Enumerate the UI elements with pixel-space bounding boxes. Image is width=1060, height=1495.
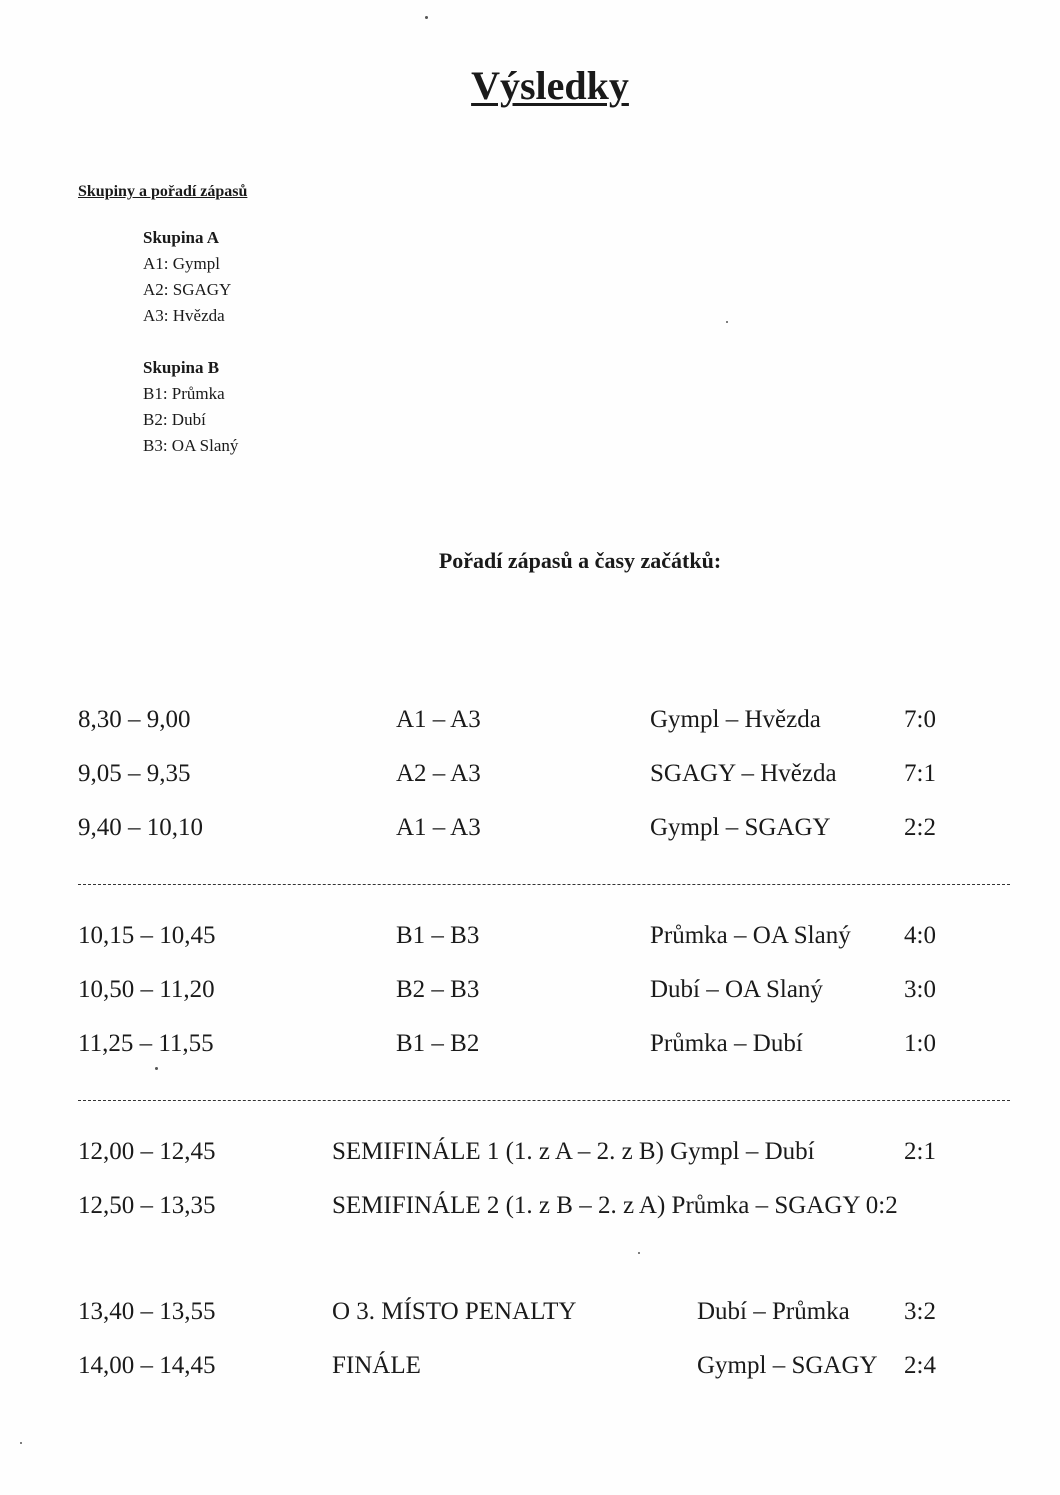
match-code: A1 – A3 bbox=[396, 706, 481, 733]
match-time: 10,50 – 11,20 bbox=[78, 976, 215, 1003]
match-row bbox=[0, 760, 1060, 800]
match-time: 11,25 – 11,55 bbox=[78, 1030, 214, 1057]
match-row bbox=[0, 1030, 1060, 1070]
match-teams: Dubí – OA Slaný bbox=[650, 976, 823, 1003]
semifinal-label: SEMIFINÁLE 2 (1. z B – 2. z A) Průmka – SGAGY 0:2 bbox=[332, 1192, 898, 1219]
match-row bbox=[0, 706, 1060, 746]
match-code: A2 – A3 bbox=[396, 760, 481, 787]
match-score: 2:1 bbox=[904, 1138, 936, 1165]
group-a bbox=[143, 225, 231, 329]
page-title: Výsledky bbox=[471, 63, 629, 108]
match-score: 7:0 bbox=[904, 706, 936, 733]
match-teams: Průmka – OA Slaný bbox=[650, 922, 851, 949]
match-score: 2:4 bbox=[904, 1352, 936, 1379]
match-code: B2 – B3 bbox=[396, 976, 480, 1003]
match-code: B1 – B3 bbox=[396, 922, 480, 949]
match-time: 12,50 – 13,35 bbox=[78, 1192, 216, 1219]
match-time: 9,05 – 9,35 bbox=[78, 760, 191, 787]
match-teams: Gympl – SGAGY bbox=[697, 1352, 878, 1379]
group-b-team-1: B1: Průmka bbox=[143, 384, 225, 403]
match-teams: Gympl – Hvězda bbox=[650, 706, 821, 733]
match-code: B1 – B2 bbox=[396, 1030, 480, 1057]
group-a-team-3: A3: Hvězda bbox=[143, 306, 225, 325]
dashed-divider bbox=[78, 1100, 1010, 1101]
match-row bbox=[0, 814, 1060, 854]
final-label: FINÁLE bbox=[332, 1352, 421, 1379]
final-row bbox=[0, 1352, 1060, 1392]
scan-speck bbox=[155, 1067, 158, 1070]
match-score: 7:1 bbox=[904, 760, 936, 787]
scan-speck bbox=[425, 16, 428, 19]
match-time: 12,00 – 12,45 bbox=[78, 1138, 216, 1165]
match-time: 13,40 – 13,55 bbox=[78, 1298, 216, 1325]
dashed-divider bbox=[78, 884, 1010, 885]
semifinal-label: SEMIFINÁLE 1 (1. z A – 2. z B) Gympl – Dubí bbox=[332, 1138, 815, 1165]
match-time: 8,30 – 9,00 bbox=[78, 706, 191, 733]
group-b-team-2: B2: Dubí bbox=[143, 410, 206, 429]
match-score: 2:2 bbox=[904, 814, 936, 841]
group-b-team-3: B3: OA Slaný bbox=[143, 436, 239, 455]
match-teams: Dubí – Průmka bbox=[697, 1298, 850, 1325]
semifinal-row bbox=[0, 1138, 1060, 1178]
final-row bbox=[0, 1298, 1060, 1338]
match-time: 9,40 – 10,10 bbox=[78, 814, 203, 841]
match-score: 1:0 bbox=[904, 1030, 936, 1057]
schedule-heading: Pořadí zápasů a časy začátků: bbox=[438, 548, 722, 573]
match-row bbox=[0, 922, 1060, 962]
scan-speck bbox=[20, 1442, 22, 1444]
match-score: 4:0 bbox=[904, 922, 936, 949]
groups-heading: Skupiny a pořadí zápasů bbox=[78, 183, 248, 200]
match-code: A1 – A3 bbox=[396, 814, 481, 841]
final-label: O 3. MÍSTO PENALTY bbox=[332, 1298, 577, 1325]
group-b-title: Skupina B bbox=[143, 358, 220, 377]
match-score: 3:2 bbox=[904, 1298, 936, 1325]
scan-speck bbox=[726, 321, 728, 323]
semifinal-row bbox=[0, 1192, 1060, 1232]
group-a-team-1: A1: Gympl bbox=[143, 254, 220, 273]
match-time: 10,15 – 10,45 bbox=[78, 922, 216, 949]
group-a-title: Skupina A bbox=[143, 228, 220, 247]
match-teams: SGAGY – Hvězda bbox=[650, 760, 837, 787]
group-b bbox=[143, 355, 238, 459]
match-teams: Gympl – SGAGY bbox=[650, 814, 831, 841]
match-time: 14,00 – 14,45 bbox=[78, 1352, 216, 1379]
match-row bbox=[0, 976, 1060, 1016]
scan-speck bbox=[638, 1252, 640, 1254]
match-score: 3:0 bbox=[904, 976, 936, 1003]
group-a-team-2: A2: SGAGY bbox=[143, 280, 232, 299]
match-teams: Průmka – Dubí bbox=[650, 1030, 803, 1057]
